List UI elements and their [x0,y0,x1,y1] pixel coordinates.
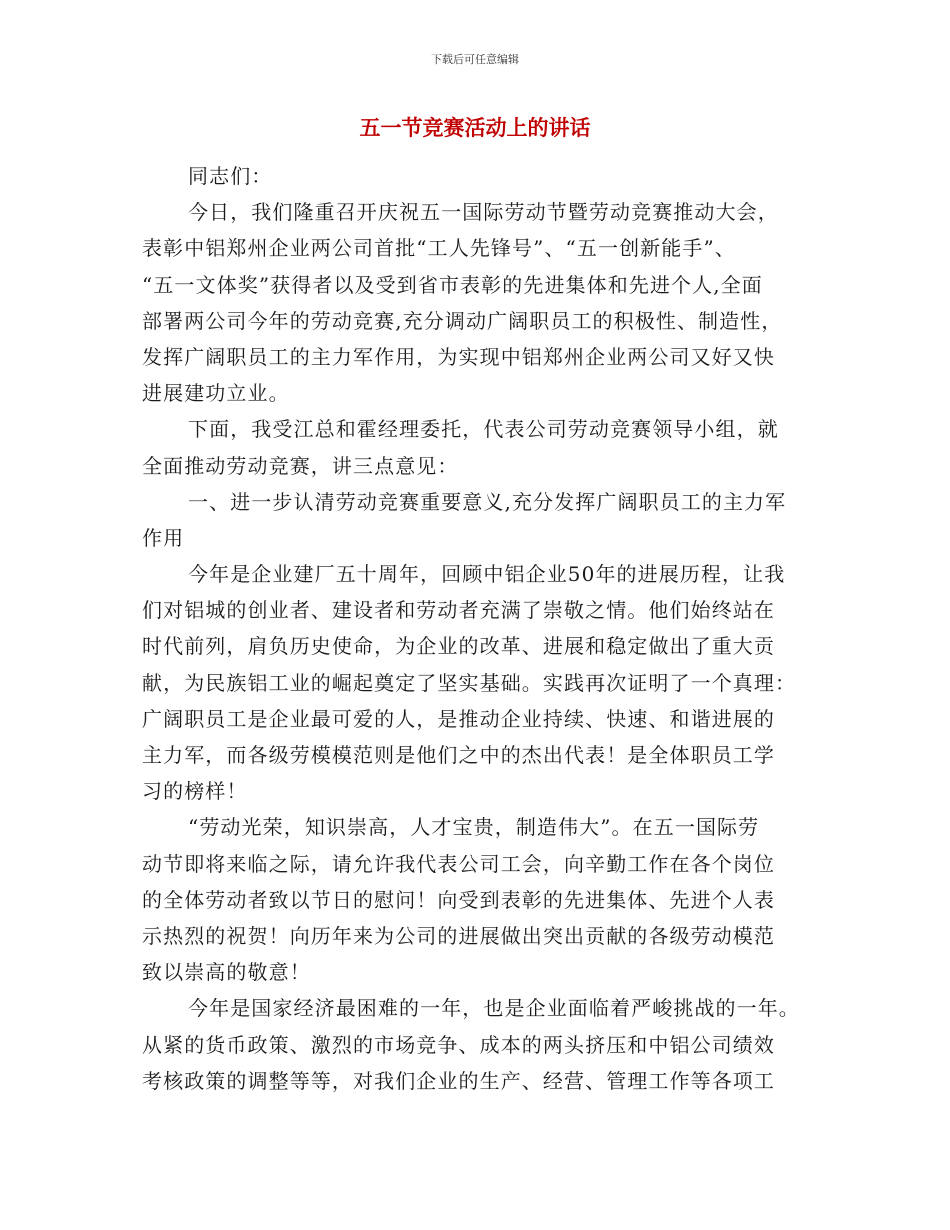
body-line: 作用 [142,525,185,550]
body-line: 习的榜样！ [142,779,248,804]
body-line: 献，为民族铝工业的崛起奠定了坚实基础。实践再次证明了一个真理： [142,670,797,695]
body-line: 今年是企业建厂五十周年，回顾中铝企业50年的进展历程，让我 [188,562,786,587]
body-line: 发挥广阔职员工的主力军作用，为实现中铝郑州企业两公司又好又快 [142,344,775,369]
body-line: 动节即将来临之际，请允许我代表公司工会，向辛勤工作在各个岗位 [142,851,775,876]
body-line: 考核政策的调整等等，对我们企业的生产、经营、管理工作等各项工 [142,1068,775,1093]
body-line: 的全体劳动者致以节日的慰问！向受到表彰的先进集体、先进个人表 [142,887,775,912]
body-line: 部署两公司今年的劳动竞赛,充分调动广阔职员工的积极性、制造性， [142,308,783,333]
document-title: 五一节竞赛活动上的讲话 [359,115,591,140]
body-line: 全面推动劳动竞赛，讲三点意见： [142,453,459,478]
body-line: 表彰中铝郑州企业两公司首批“工人先锋号”、“五一创新能手”、 [142,236,736,261]
body-line: 主力军，而各级劳模模范则是他们之中的杰出代表！是全体职员工学 [142,743,775,767]
body-line: 时代前列，肩负历史使命，为企业的改革、进展和稳定做出了重大贡 [142,634,775,659]
body-line: “五一文体奖”获得者以及受到省市表彰的先进集体和先进个人,全面 [142,272,763,297]
body-line: 今年是国家经济最困难的一年，也是企业面临着严峻挑战的一年。 [188,996,800,1021]
body-line: 从紧的货币政策、激烈的市场竞争、成本的两头挤压和中铝公司绩效 [142,1032,775,1057]
body-line: “劳动光荣，知识崇高，人才宝贵，制造伟大”。在五一国际劳 [188,815,760,840]
body-line: 示热烈的祝贺！向历年来为公司的进展做出突出贡献的各级劳动模范 [142,923,775,948]
body-line: 今日，我们隆重召开庆祝五一国际劳动节暨劳动竞赛推动大会， [188,200,779,225]
header-note: 下载后可任意编辑 [431,53,519,66]
body-line: 同志们： [188,164,273,188]
body-line: 致以崇高的敬意！ [142,960,311,985]
body-line: 广阔职员工是企业最可爱的人，是推动企业持续、快速、和谐进展的 [142,706,775,731]
body-line: 进展建功立业。 [142,381,290,406]
document-body [142,158,808,1099]
body-line: 们对铝城的创业者、建设者和劳动者充满了崇敬之情。他们始终站在 [142,598,775,623]
body-line: 下面，我受江总和霍经理委托，代表公司劳动竞赛领导小组，就 [188,417,779,442]
body-line: 一、进一步认清劳动竞赛重要意义,充分发挥广阔职员工的主力军 [188,489,787,514]
